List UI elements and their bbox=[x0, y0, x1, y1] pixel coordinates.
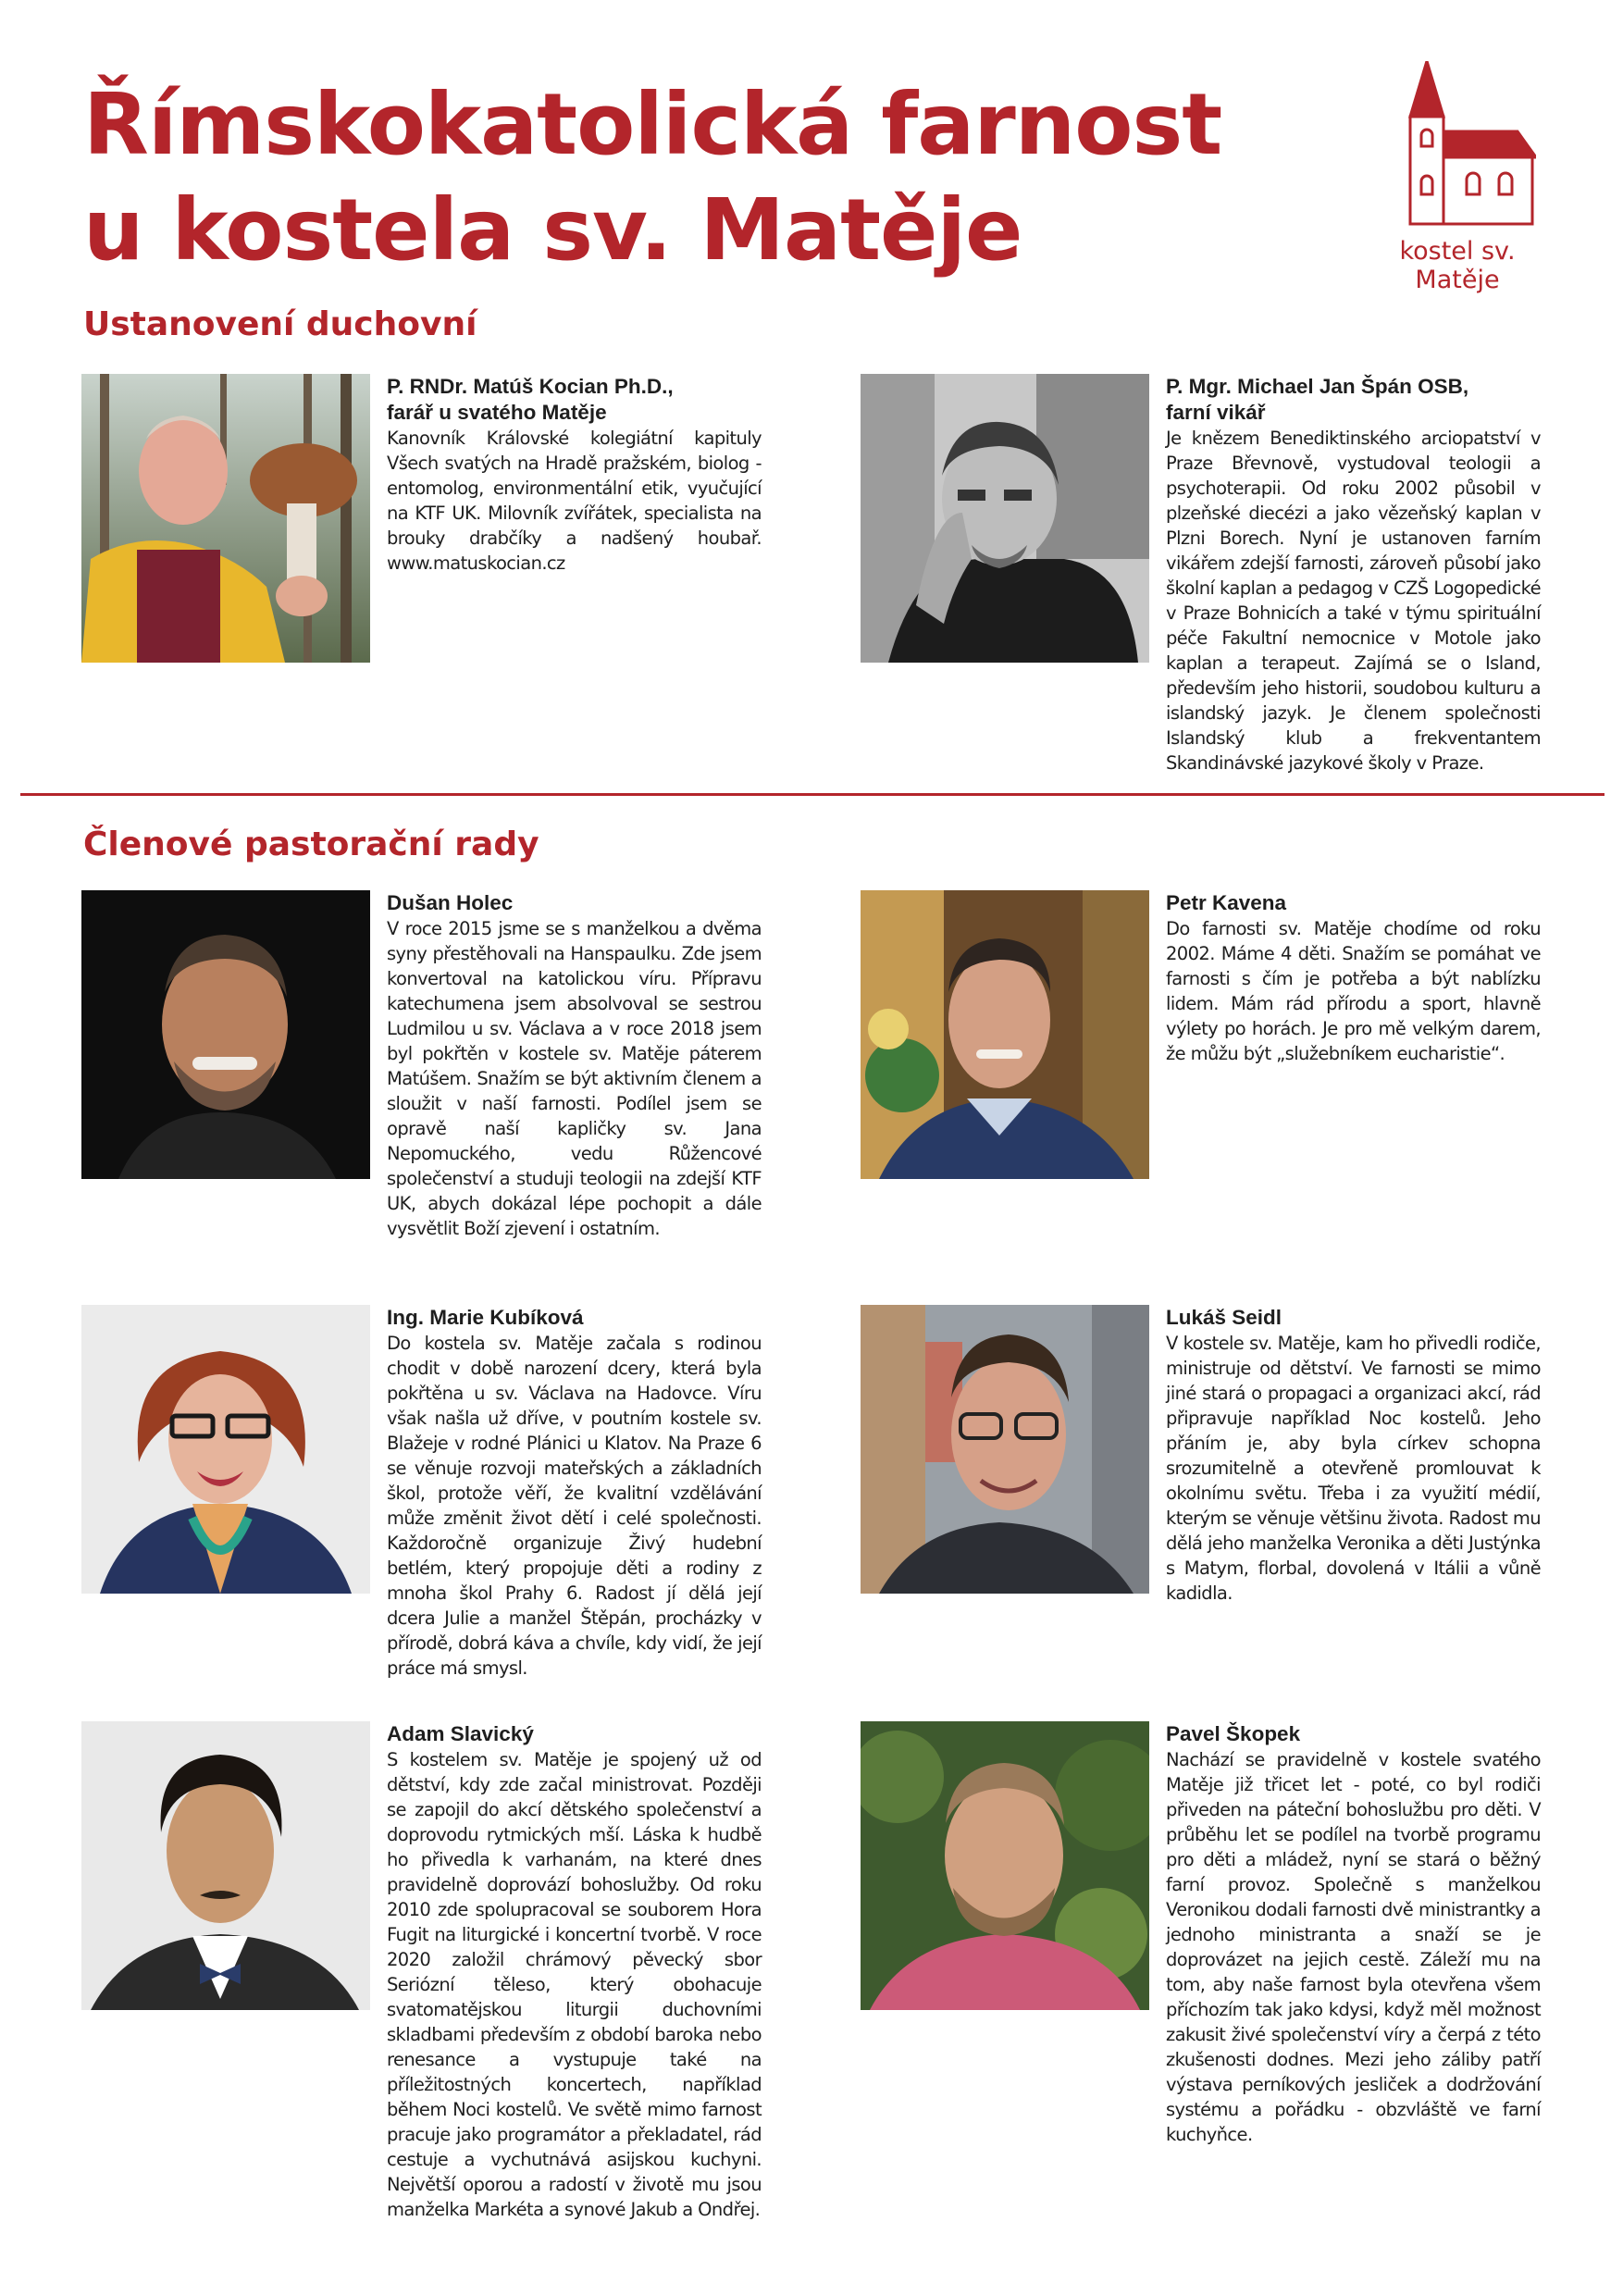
portrait-photo bbox=[861, 890, 1149, 1179]
church-logo bbox=[1360, 61, 1555, 294]
portrait-photo bbox=[81, 1305, 370, 1594]
person-name: P. Mgr. Michael Jan Špán OSB, bbox=[1166, 375, 1469, 398]
portrait-photo bbox=[81, 890, 370, 1179]
person-name: Dušan Holec bbox=[387, 891, 514, 914]
person-name: Petr Kavena bbox=[1166, 891, 1287, 914]
person-name: Pavel Škopek bbox=[1166, 1722, 1301, 1745]
section-title-clergy: Ustanovení duchovní bbox=[83, 305, 477, 343]
person-bio: S kostelem sv. Matěje je spojený už od dětství, kdy zde začal ministrovat. Později se zapojil do akcí dětského společenství a doprovodu rytmických mší. Láska k hudbě ho přivedla k varhanám, na které dnes pravidelně doprovází bohoslužby. Od roku 2010 zde spolupracoval se souborem Hora Fugit na liturgické i koncertní tvorbě. V roce 2020 založil chrámový pěvecký sbor Seriózní těleso, který obohacuje svatomatějskou liturgii duchovními skladbami především z období baroka nebo renesance a vystupuje také na příležitostných koncertech, například během Noci kostelů. Ve světě mimo farnost pracuje jako programátor a překladatel, rád cestuje a vychutnává asijskou kuchyni. Největší oporou a radostí v životě mu jsou manželka Markéta a synové Jakub a Ondřej. bbox=[387, 1749, 762, 2220]
portrait-photo bbox=[81, 374, 370, 663]
portrait-photo bbox=[861, 1721, 1149, 2010]
person-name: Adam Slavický bbox=[387, 1722, 534, 1745]
person-role: farní vikář bbox=[1166, 401, 1266, 424]
person-bio: Kanovník Královské kolegiátní kapituly Všech svatých na Hradě pražském, biolog - entomolog, environmentální etik, vyučující na KTF UK. Milovník zvířátek, specialista na brouky drabčíky a nadšený houbař. www.matuskocian.cz bbox=[387, 428, 762, 574]
page-title bbox=[83, 72, 1221, 283]
section-title-council: Členové pastorační rady bbox=[83, 825, 539, 863]
section-divider bbox=[20, 793, 1604, 796]
person-name: Ing. Marie Kubíková bbox=[387, 1306, 584, 1329]
person-bio: V kostele sv. Matěje, kam ho přivedli rodiče, ministruje od dětství. Ve farnosti se mimo jiné stará o propagaci a organizaci akcí, rád připravuje například Noc kostelů. Jeho přáním je, aby byla církev schopna srozumitelně a otevřeně promlouvat k okolnímu světu. Třeba i za využití médií, kterým se věnuje většinu života. Radost mu dělá jeho manželka Veronika a děti Justýnka s Matym, florbal, dovolená v Itálii a vůně kadidla. bbox=[1166, 1333, 1541, 1604]
person-name: Lukáš Seidl bbox=[1166, 1306, 1282, 1329]
person-bio: Nachází se pravidelně v kostele svatého Matěje již třicet let - poté, co byl rodiči přiveden na páteční bohoslužbu pro děti. V průběhu let se podílel na tvorbě programu pro děti a mládež, nyní se stará o běžný farní provoz. Společně s manželkou Veronikou dodali farnosti dvě ministrantky a jednoho ministranta a snaží se je doprovázet na jejich cestě. Záleží mu na tom, aby naše farnost byla otevřena všem příchozím tak jako kdysi, když měl možnost zakusit živé společenství víry a čerpá z této zkušenosti dodnes. Mezi jeho záliby patří výstava perníkových jesliček a dodržování systému a pořádku - obzvláště ve farní kuchyňce. bbox=[1166, 1749, 1541, 2145]
portrait-photo bbox=[81, 1721, 370, 2010]
person-bio: Je knězem Benediktinského arciopatství v Praze Břevnově, vystudoval teologii a psychoterapii. Od roku 2002 působil v plzeňské diecézi a jako vězeňský kaplan v Plzni Borech. Nyní je ustanoven farním vikářem zdejší farnosti, zároveň působí jako školní kaplan a pedagog v CZŠ Logopedické v Praze Bohnicích a také v týmu spirituální péče Fakultní nemocnice v Motole jako kaplan a terapeut. Zajímá se o Island, především jeho historii, soudobou kulturu a islandský jazyk. Je členem společnosti Islandský klub a frekventantem Skandinávské jazykové školy v Praze. bbox=[1166, 428, 1541, 774]
person-bio: Do kostela sv. Matěje začala s rodinou chodit v době narození dcery, která byla pokřtěna u sv. Václava na Hadovce. Víru však našla už dříve, v poutním kostele sv. Blažeje v rodné Plánici u Klatov. Na Praze 6 se věnuje rozvoji mateřských a základních škol, protože věří, že kvalitní vzdělávání může změnit život dětí i celé společnosti. Každoročně organizuje Živý hudební betlém, který propojuje děti a rodiny z mnoha škol Prahy 6. Radost jí dělá její dcera Julie a manžel Štěpán, procházky v přírodě, dobrá káva a chvíle, kdy vidí, že její práce má smysl. bbox=[387, 1333, 762, 1679]
portrait-photo bbox=[861, 1305, 1149, 1594]
person-name: P. RNDr. Matúš Kocian Ph.D., bbox=[387, 375, 674, 398]
person-role: farář u svatého Matěje bbox=[387, 401, 607, 424]
person-bio: V roce 2015 jsme se s manželkou a dvěma syny přestěhovali na Hanspaulku. Zde jsem konvertoval na katolickou víru. Přípravu katechumena jsem absolvoval se sestrou Ludmilou u sv. Václava a v roce 2018 jsem byl pokřtěn v kostele sv. Matěje páterem Matúšem. Snažím se být aktivním členem a sloužit v naší farnosti. Podílel jsem se opravě naší kapličky sv. Jana Nepomuckého, vedu Růžencové společenství a studuji teologii na zdejší KTF UK, abych dokázal lépe pochopit a dále vysvětlit Boží zjevení i ostatním. bbox=[387, 918, 762, 1239]
title-line-2: u kostela sv. Matěje bbox=[83, 180, 1022, 279]
church-icon bbox=[1379, 61, 1536, 228]
portrait-photo bbox=[861, 374, 1149, 663]
logo-caption: kostel sv. Matěje bbox=[1399, 237, 1516, 294]
title-line-1: Římskokatolická farnost bbox=[83, 75, 1222, 174]
person-bio: Do farnosti sv. Matěje chodíme od roku 2002. Máme 4 děti. Snažím se pomáhat ve farnosti s čím je potřeba a být nablízku lidem. Mám rád přírodu a sport, hlavně výlety po horách. Je pro mě velkým darem, že můžu být „služebníkem eucharistie“. bbox=[1166, 918, 1541, 1064]
